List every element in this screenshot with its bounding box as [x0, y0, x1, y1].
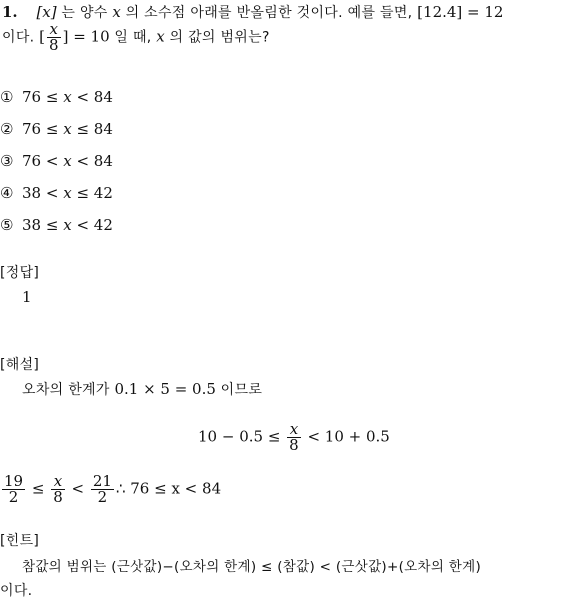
choice-right: ≤ 42 — [71, 184, 113, 202]
choice-var: x — [63, 184, 72, 202]
inequality-left: 10 − 0.5 ≤ — [198, 427, 286, 446]
le-sign: ≤ — [27, 479, 50, 498]
hint-line-1: 참값의 범위는 (근삿값)−(오차의 한계) ≤ (참값) < (근삿값)+(오차의 한계) — [22, 559, 482, 575]
question-text-e: 의 값의 범위는? — [164, 29, 270, 46]
inequality-right: < 10 + 0.5 — [302, 427, 390, 446]
answer-label: [정답] — [0, 265, 40, 281]
explanation-line-1 — [22, 379, 262, 399]
choice-3[interactable] — [0, 152, 113, 170]
bracket-equals: = 10 — [73, 27, 110, 46]
choice-marker: ③ — [0, 152, 14, 170]
explanation-line-3 — [0, 474, 221, 505]
fraction-19-over-2: $\frac{19}{2}$ — [4, 472, 24, 506]
var-x-2: x — [156, 27, 165, 46]
choice-5[interactable] — [0, 216, 113, 234]
question-line-1 — [2, 2, 503, 22]
explanation-math: 0.1 × 5 = 0.5 — [114, 380, 216, 398]
fraction-21-over-2: $\frac{21}{2}$ — [92, 472, 112, 506]
choice-left: 76 < — [22, 152, 64, 170]
explanation-label: [해설] — [0, 357, 40, 373]
choice-left: 76 ≤ — [22, 120, 64, 138]
hint-line-2: 이다. — [0, 583, 33, 599]
therefore-result: ∴ 76 ≤ x < 84 — [115, 479, 222, 498]
question-line-2: 이다. [ $\frac{x}{8}$ ] = 10 일 때, x 의 값의 범위는? — [2, 20, 270, 54]
explanation-text: 오차의 한계가 — [22, 382, 115, 398]
explanation-text-end: 이므로 — [215, 382, 263, 398]
choice-var: x — [63, 152, 72, 170]
choice-left: 38 ≤ — [22, 216, 64, 234]
choice-left: 76 ≤ — [22, 88, 64, 106]
choice-marker: ④ — [0, 184, 14, 202]
bracket-x: [x] — [36, 3, 57, 21]
choice-4[interactable] — [0, 184, 113, 202]
choice-var: x — [63, 88, 72, 106]
question-text-b: 의 소수점 아래를 반올림한 것이다. 예를 들면, — [120, 5, 418, 21]
choice-2[interactable] — [0, 120, 113, 138]
answer-value: 1 — [22, 288, 32, 306]
choice-right: < 84 — [71, 152, 113, 170]
choice-right: < 42 — [71, 216, 113, 234]
fraction-x-over-8: $\frac{x}{8}$ — [49, 20, 59, 54]
var-x: x — [112, 3, 121, 21]
lt-sign: < — [66, 479, 89, 498]
choice-right: < 84 — [71, 88, 113, 106]
question-text-c: 이다. — [2, 29, 40, 46]
choice-var: x — [63, 120, 72, 138]
choice-var: x — [63, 216, 72, 234]
choice-left: 38 < — [22, 184, 64, 202]
question-text-d: 일 때, — [109, 29, 157, 46]
choice-marker: ⑤ — [0, 216, 14, 234]
question-number: 1. — [2, 3, 18, 21]
hint-label: [힌트] — [0, 533, 40, 549]
choice-right: ≤ 84 — [71, 120, 113, 138]
question-text-a: 는 양수 — [56, 5, 113, 21]
choice-1[interactable] — [0, 88, 113, 106]
explanation-centered-inequality — [198, 422, 390, 453]
example-math: [12.4] = 12 — [417, 3, 504, 21]
fraction-x-over-8: $\frac{x}{8}$ — [53, 472, 63, 506]
fraction-x-over-8: $\frac{x}{8}$ — [289, 420, 299, 454]
choice-marker: ① — [0, 88, 14, 106]
choice-marker: ② — [0, 120, 14, 138]
